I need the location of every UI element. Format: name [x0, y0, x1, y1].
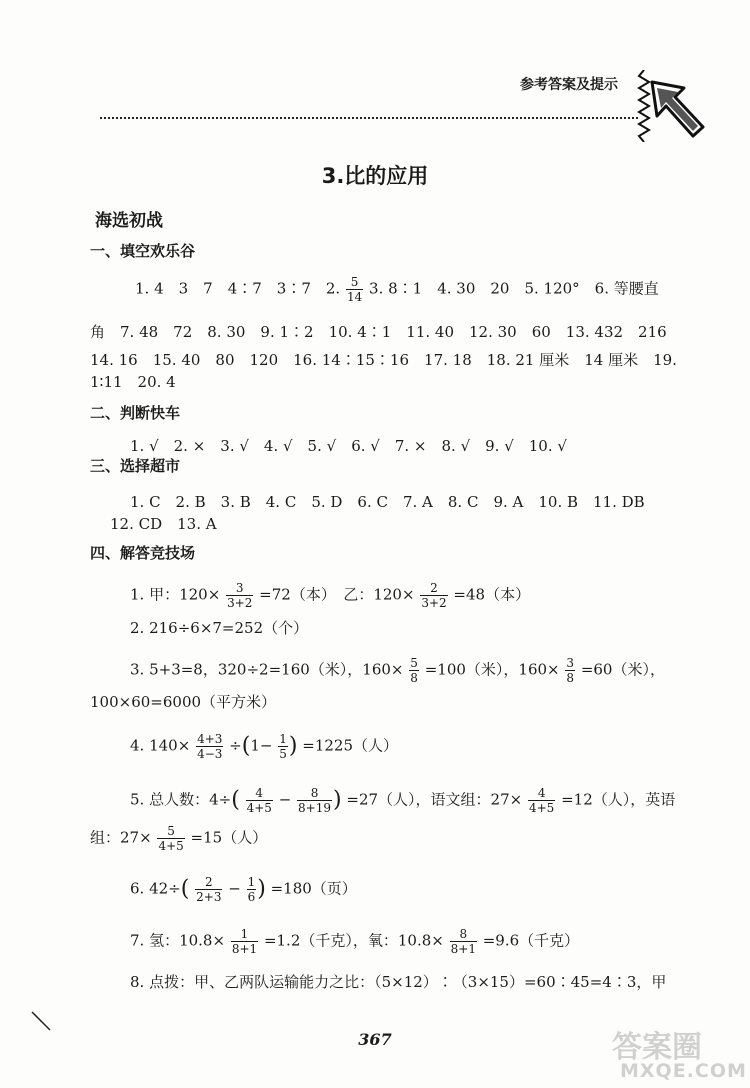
fraction-denominator: 2+3 — [196, 890, 222, 904]
fill-line-4: 1∶11 20. 4 — [90, 373, 176, 391]
fraction — [247, 876, 257, 903]
answer-text: =15（人） — [190, 828, 268, 847]
fraction-denominator: 5 — [279, 747, 287, 761]
section-heading-fill: 一、填空欢乐谷 — [90, 242, 196, 260]
fraction — [346, 276, 363, 303]
answer-5 — [130, 787, 675, 814]
fraction-numerator: 8 — [297, 787, 332, 801]
fraction-denominator: 3+2 — [227, 596, 253, 610]
fraction — [246, 787, 273, 814]
fraction — [420, 582, 447, 609]
judge-line: 1. √ 2. × 3. √ 4. √ 5. √ 6. √ 7. × 8. √ 9. √ 10. √ — [130, 437, 567, 455]
answer-text: =72（本） 乙：120× — [259, 585, 415, 604]
fraction — [450, 928, 477, 955]
fraction-numerator: 1 — [231, 928, 258, 942]
arrow-icon — [648, 78, 706, 140]
left-paren: ( — [180, 876, 190, 902]
fraction-denominator: 8+19 — [298, 801, 332, 815]
choice-line-1: 1. C 2. B 3. B 4. C 5. D 6. C 7. A 8. C 9. A 10. B 11. DB — [130, 493, 645, 511]
section-heading-choice: 三、选择超市 — [90, 457, 181, 475]
fraction-denominator: 3+2 — [421, 596, 447, 610]
answer-text: 1− — [250, 736, 273, 755]
fraction-numerator: 4 — [528, 787, 555, 801]
fraction-numerator: 4+3 — [197, 732, 223, 746]
header-divider — [100, 117, 638, 119]
fraction-denominator: 8+1 — [231, 942, 258, 956]
left-paren: ( — [241, 733, 251, 759]
fraction-denominator: 6 — [247, 890, 256, 904]
choice-line-2: 12. CD 13. A — [110, 515, 217, 533]
fraction-denominator: 4+5 — [246, 801, 272, 815]
fraction-numerator: 5 — [157, 825, 184, 839]
fraction-numerator: 1 — [247, 875, 256, 889]
answer-5-line-2 — [90, 825, 267, 852]
fraction-numerator: 8 — [450, 928, 477, 942]
fill-line-3: 14. 16 15. 40 80 120 16. 14∶15∶16 17. 18 18. 21 厘米 14 厘米 19. — [90, 351, 677, 369]
answer-text: ÷ — [229, 736, 242, 755]
fraction — [565, 657, 575, 684]
answer-text: 4. 140× — [130, 736, 191, 755]
answer-text: 7. 氢：10.8× — [130, 931, 226, 950]
answer-text: 1. 甲：120× — [130, 585, 221, 604]
fraction — [297, 787, 332, 814]
fraction — [157, 825, 184, 852]
section-title: 3.比的应用 — [321, 164, 429, 188]
fraction-numerator: 5 — [346, 276, 363, 290]
answer-text: =1.2（千克），氧：10.8× — [263, 931, 444, 950]
answer-2: 2. 216÷6×7=252（个） — [130, 619, 309, 637]
fill-line-1 — [135, 276, 659, 303]
left-paren: ( — [231, 787, 240, 813]
fraction — [196, 733, 223, 760]
fraction — [231, 928, 258, 955]
fraction-numerator: 2 — [420, 582, 447, 596]
right-paren: ) — [333, 787, 342, 813]
fill-text: 1. 4 3 7 4∶7 3∶7 2. — [135, 279, 341, 298]
fraction-denominator: 8 — [566, 671, 575, 685]
answer-text: 6. 42÷ — [130, 879, 181, 898]
answer-text: =48（本） — [453, 585, 531, 604]
fraction-numerator: 4 — [246, 787, 273, 801]
answer-text: =60（米）， — [580, 660, 665, 679]
answer-6 — [130, 876, 357, 903]
answer-text: =9.6（千克） — [482, 931, 580, 950]
fraction-numerator: 1 — [279, 732, 287, 746]
fraction-denominator: 4−3 — [197, 747, 223, 761]
watermark-url: MXQE.COM — [620, 1060, 747, 1082]
fraction — [195, 876, 222, 903]
fraction-numerator: 5 — [410, 656, 418, 670]
fraction-denominator: 4+5 — [158, 839, 184, 853]
fraction-numerator: 2 — [195, 876, 222, 890]
answer-text: − — [228, 879, 241, 898]
answer-text: 5. 总人数：4÷ — [130, 790, 232, 809]
answer-4 — [130, 733, 398, 760]
answer-text: 3. 5+3=8，320÷2=160（米），160× — [130, 660, 404, 679]
watermark — [612, 1022, 750, 1088]
answer-3-line-2: 100×60=6000（平方米） — [90, 693, 277, 711]
answer-1 — [130, 582, 530, 609]
watermark-logo-text: 答案圈 — [612, 1030, 702, 1065]
fraction-denominator: 8 — [410, 671, 418, 685]
answer-text: 组：27× — [90, 828, 152, 847]
fraction — [226, 582, 253, 609]
fraction-denominator: 14 — [346, 290, 363, 304]
page-number: 367 — [358, 1030, 392, 1049]
fraction — [528, 787, 555, 814]
answer-text: =180（页） — [270, 879, 357, 898]
answer-text: =27（人），语文组：27× — [346, 790, 523, 809]
fraction-numerator: 3 — [566, 656, 575, 670]
answer-3 — [130, 657, 665, 684]
right-paren: ) — [288, 733, 298, 759]
fraction-denominator: 8+1 — [450, 942, 476, 956]
fraction-denominator: 4+5 — [528, 801, 555, 815]
fraction — [278, 733, 288, 760]
fraction — [409, 657, 419, 684]
main-heading: 海选初战 — [95, 211, 163, 231]
fill-line-2: 角 7. 48 72 8. 30 9. 1∶2 10. 4∶1 11. 40 12. 30 60 13. 432 216 — [90, 323, 667, 341]
fill-text: 3. 8∶1 4. 30 20 5. 120° 6. 等腰直 — [369, 279, 659, 298]
answer-text: − — [278, 790, 292, 809]
section-heading-answers: 四、解答竞技场 — [90, 544, 196, 562]
header-label: 参考答案及提示 — [520, 77, 618, 93]
answer-text: =12（人），英语 — [561, 790, 676, 809]
answer-text: =100（米），160× — [424, 660, 560, 679]
fraction-numerator: 3 — [226, 582, 253, 596]
right-paren: ) — [257, 876, 266, 902]
answer-7 — [130, 928, 579, 955]
answer-text: =1225（人） — [302, 736, 399, 755]
answer-8: 8. 点拨：甲、乙两队运输能力之比：（5×12）∶（3×15）=60∶45=4∶3，甲 — [130, 973, 667, 991]
section-heading-judge: 二、判断快车 — [90, 404, 181, 422]
